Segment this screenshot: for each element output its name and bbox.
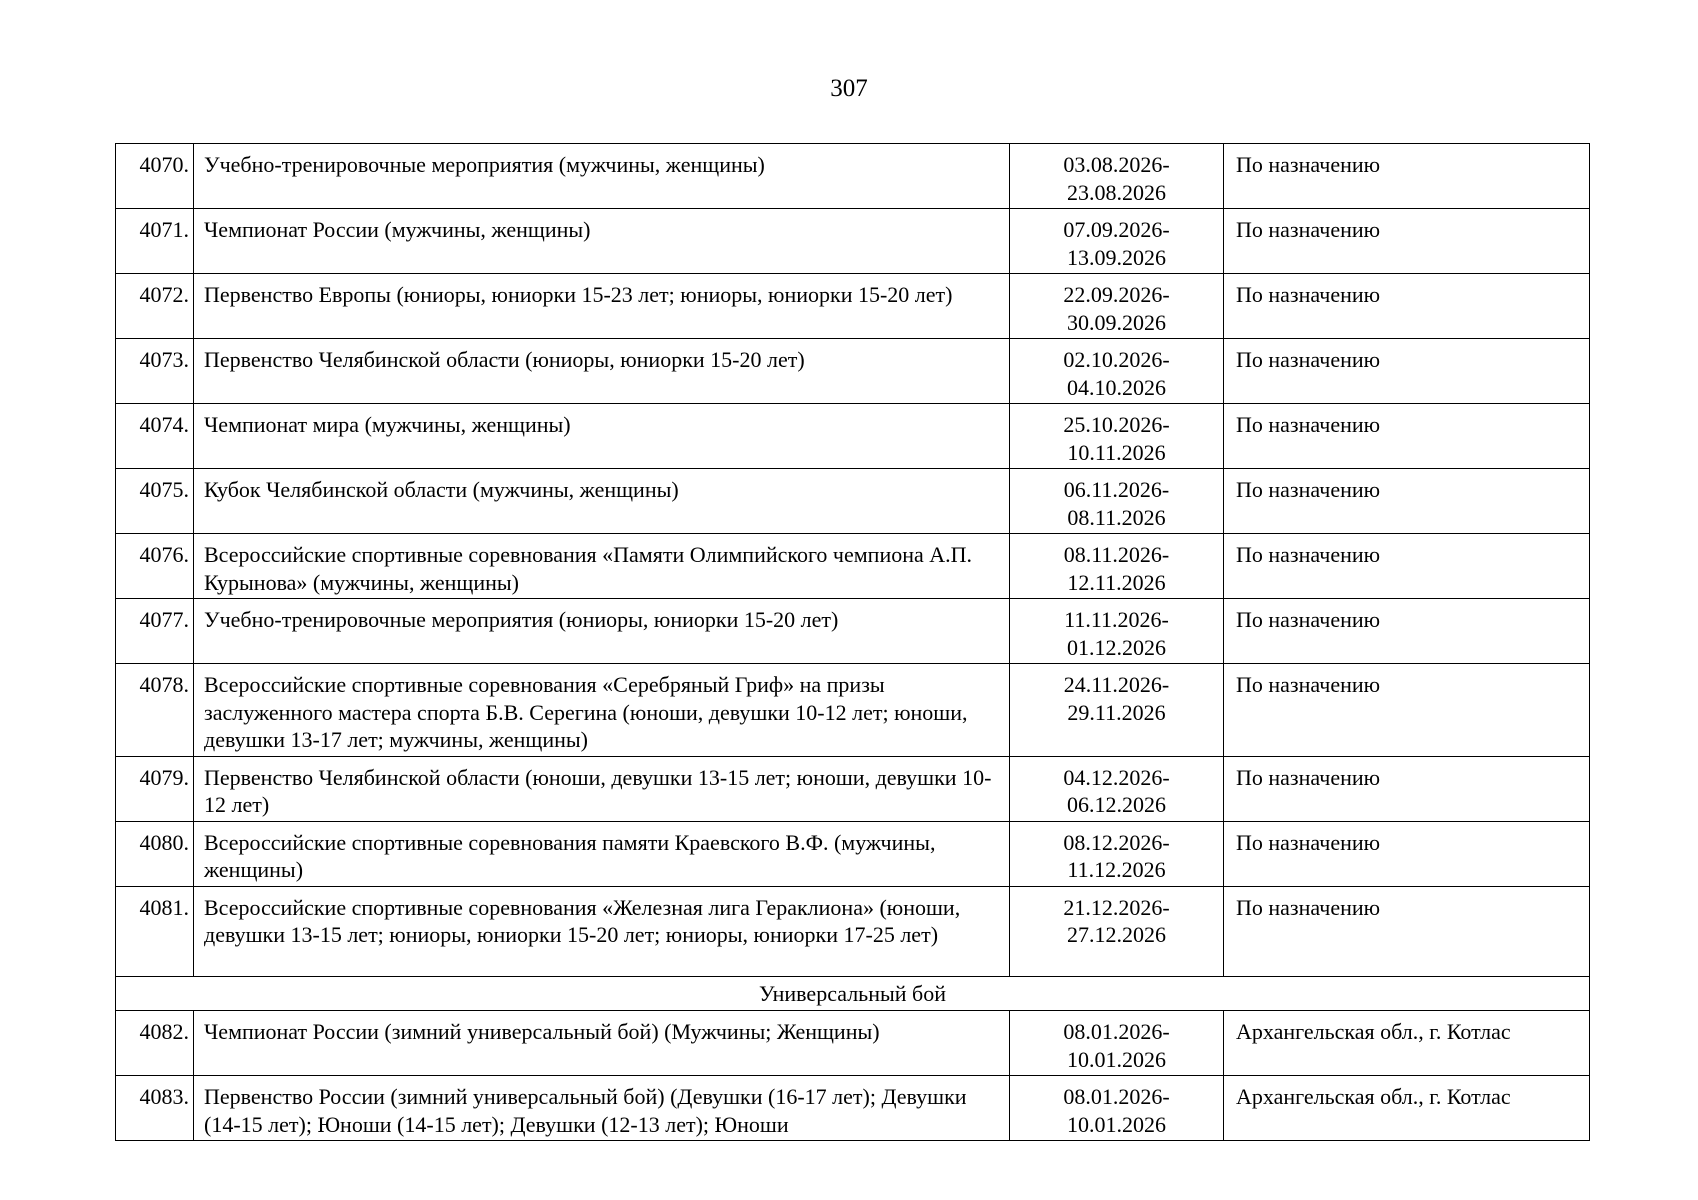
event-number: 4083.: [116, 1076, 194, 1141]
table-row: [116, 209, 1590, 274]
event-number: 4071.: [116, 209, 194, 274]
event-dates: 24.11.2026- 29.11.2026: [1010, 664, 1224, 757]
event-place: По назначению: [1224, 886, 1590, 976]
events-table: [115, 143, 1590, 1141]
event-dates: 08.12.2026- 11.12.2026: [1010, 821, 1224, 886]
event-place: По назначению: [1224, 274, 1590, 339]
table-row: [116, 339, 1590, 404]
event-dates: 08.01.2026- 10.01.2026: [1010, 1011, 1224, 1076]
table-row: [116, 534, 1590, 599]
event-name: Первенство Челябинской области (юноши, девушки 13-15 лет; юноши, девушки 10-12 лет): [194, 756, 1010, 821]
event-number: 4075.: [116, 469, 194, 534]
event-place: По назначению: [1224, 534, 1590, 599]
event-name: Учебно-тренировочные мероприятия (юниоры, юниорки 15-20 лет): [194, 599, 1010, 664]
table-row: [116, 664, 1590, 757]
table-row: [116, 886, 1590, 976]
event-name: Чемпионат России (мужчины, женщины): [194, 209, 1010, 274]
event-place: По назначению: [1224, 599, 1590, 664]
event-place: По назначению: [1224, 209, 1590, 274]
event-name: Всероссийские спортивные соревнования «Серебряный Гриф» на призы заслуженного мастера спорта Б.В. Серегина (юноши, девушки 10-12 лет; юноши, девушки 13-17 лет; мужчины, женщины): [194, 664, 1010, 757]
event-number: 4079.: [116, 756, 194, 821]
event-place: Архангельская обл., г. Котлас: [1224, 1076, 1590, 1141]
event-name: Всероссийские спортивные соревнования «Железная лига Гераклиона» (юноши, девушки 13-15 лет; юниоры, юниорки 15-20 лет; юниоры, юниорки 17-25 лет): [194, 886, 1010, 976]
table-row: [116, 821, 1590, 886]
event-number: 4074.: [116, 404, 194, 469]
event-name: Первенство Европы (юниоры, юниорки 15-23 лет; юниоры, юниорки 15-20 лет): [194, 274, 1010, 339]
section-title: Универсальный бой: [116, 976, 1590, 1011]
event-place: По назначению: [1224, 144, 1590, 209]
event-dates: 08.11.2026- 12.11.2026: [1010, 534, 1224, 599]
event-name: Всероссийские спортивные соревнования памяти Краевского В.Ф. (мужчины, женщины): [194, 821, 1010, 886]
table-row: [116, 469, 1590, 534]
event-place: По назначению: [1224, 756, 1590, 821]
event-number: 4078.: [116, 664, 194, 757]
table-row: [116, 144, 1590, 209]
event-dates: 22.09.2026- 30.09.2026: [1010, 274, 1224, 339]
event-dates: 21.12.2026- 27.12.2026: [1010, 886, 1224, 976]
event-dates: 06.11.2026- 08.11.2026: [1010, 469, 1224, 534]
event-place: По назначению: [1224, 339, 1590, 404]
table-row: [116, 1076, 1590, 1141]
event-name: Учебно-тренировочные мероприятия (мужчины, женщины): [194, 144, 1010, 209]
event-place: Архангельская обл., г. Котлас: [1224, 1011, 1590, 1076]
event-number: 4072.: [116, 274, 194, 339]
event-place: По назначению: [1224, 469, 1590, 534]
page-number: 307: [830, 75, 868, 102]
event-dates: 11.11.2026- 01.12.2026: [1010, 599, 1224, 664]
table-row: [116, 599, 1590, 664]
event-number: 4081.: [116, 886, 194, 976]
event-number: 4076.: [116, 534, 194, 599]
event-name: Кубок Челябинской области (мужчины, женщины): [194, 469, 1010, 534]
table-row: [116, 756, 1590, 821]
event-place: По назначению: [1224, 404, 1590, 469]
event-place: По назначению: [1224, 664, 1590, 757]
event-number: 4073.: [116, 339, 194, 404]
table-row: [116, 404, 1590, 469]
event-name: Первенство России (зимний универсальный бой) (Девушки (16-17 лет); Девушки (14-15 лет); Юноши (14-15 лет); Девушки (12-13 лет); Юноши: [194, 1076, 1010, 1141]
table-row: [116, 1011, 1590, 1076]
event-dates: 07.09.2026- 13.09.2026: [1010, 209, 1224, 274]
event-number: 4070.: [116, 144, 194, 209]
table-row: [116, 274, 1590, 339]
events-table-body: [116, 144, 1590, 1141]
event-name: Всероссийские спортивные соревнования «Памяти Олимпийского чемпиона А.П. Курынова» (мужчины, женщины): [194, 534, 1010, 599]
event-dates: 03.08.2026- 23.08.2026: [1010, 144, 1224, 209]
event-name: Чемпионат мира (мужчины, женщины): [194, 404, 1010, 469]
event-place: По назначению: [1224, 821, 1590, 886]
event-name: Чемпионат России (зимний универсальный бой) (Мужчины; Женщины): [194, 1011, 1010, 1076]
event-name: Первенство Челябинской области (юниоры, юниорки 15-20 лет): [194, 339, 1010, 404]
event-number: 4077.: [116, 599, 194, 664]
event-dates: 08.01.2026- 10.01.2026: [1010, 1076, 1224, 1141]
event-dates: 02.10.2026- 04.10.2026: [1010, 339, 1224, 404]
event-number: 4080.: [116, 821, 194, 886]
event-dates: 04.12.2026- 06.12.2026: [1010, 756, 1224, 821]
section-header-row: [116, 976, 1590, 1011]
event-dates: 25.10.2026- 10.11.2026: [1010, 404, 1224, 469]
event-number: 4082.: [116, 1011, 194, 1076]
